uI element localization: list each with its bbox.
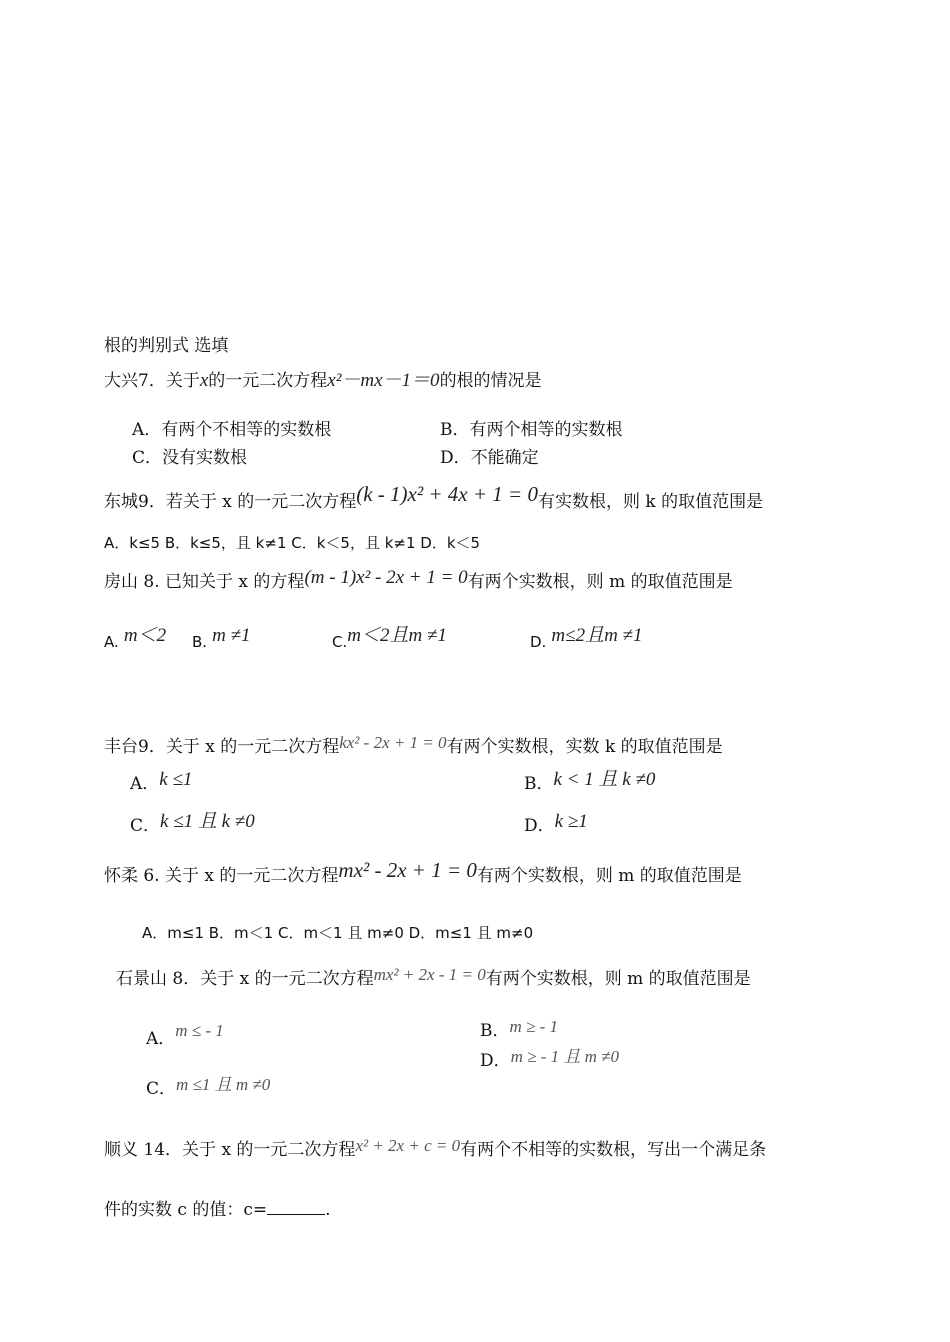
question-prefix: 顺义 14．关于 x 的一元二次方程 [104,1140,356,1160]
option-expr: k < 1 且 k ≠0 [553,769,656,790]
option-b [480,1017,559,1041]
question-prefix: 东城9．若关于 x 的一元二次方程 [104,492,357,512]
option-letter: A． [146,1029,176,1049]
option-a: A．有两个不相等的实数根 [132,420,332,440]
equation: x² + 2x + c = 0 [355,1136,461,1155]
option-expr: k ≤1 且 k ≠0 [160,811,255,832]
option-expr: m ≥ - 1 且 m ≠0 [510,1047,620,1066]
variable: x [199,370,209,391]
option-letter: D. [530,633,547,651]
option-letter: A． [130,774,160,794]
question-shijingshan-8 [116,965,751,989]
equation: kx² - 2x + 1 = 0 [339,733,447,752]
question-mid: 的一元二次方程 [208,371,328,391]
answer-blank[interactable] [267,1200,325,1215]
option-a [146,1021,224,1049]
option-letter: B． [524,774,554,794]
option-letter: D． [480,1051,511,1071]
option-letter: B. [192,633,208,651]
fill-prompt: 件的实数 c 的值：c= [104,1200,268,1220]
option-expr: k ≤1 [159,769,193,790]
equation: mx² + 2x - 1 = 0 [373,965,486,984]
question-fangshan-8 [104,567,733,592]
section-heading: 根的判别式 选填 [104,336,229,356]
option-b [524,769,656,794]
option-expr: m＜2且m ≠1 [347,625,447,646]
question-prefix: 石景山 8．关于 x 的一元二次方程 [116,969,374,989]
question-prefix: 大兴7．关于 [104,371,200,391]
question-fengtai-9 [104,733,723,757]
options-line: A．m≤1 B．m＜1 C．m＜1 且 m≠0 D．m≤1 且 m≠0 [142,924,534,942]
option-c [332,625,447,651]
option-d [524,811,588,836]
option-expr: m ≠1 [212,625,251,646]
equation: x²－mx－1＝0 [327,370,440,391]
option-c [130,811,255,836]
option-letter: D． [524,816,555,836]
question-suffix: 的根的情况是 [439,371,542,391]
option-d [530,625,643,651]
option-expr: m ≤ - 1 [175,1021,224,1040]
option-a [130,769,193,794]
option-letter: B． [480,1021,510,1041]
question-suffix: 有两个实数根，实数 k 的取值范围是 [446,737,723,757]
question-suffix: 有两个实数根，则 m 的取值范围是 [476,866,742,886]
option-expr: k ≥1 [554,811,588,832]
question-daxing-7 [104,371,542,390]
question-prefix: 怀柔 6. 关于 x 的一元二次方程 [104,866,339,886]
question-prefix: 丰台9．关于 x 的一元二次方程 [104,737,340,757]
question-suffix: 有两个实数根，则 m 的取值范围是 [485,969,751,989]
equation: (k - 1)x² + 4x + 1 = 0 [356,482,538,506]
equation: (m - 1)x² - 2x + 1 = 0 [304,567,468,588]
option-d: D．不能确定 [440,448,539,468]
question-suffix: 有实数根，则 k 的取值范围是 [537,492,764,512]
option-expr: m＜2 [123,625,167,646]
option-b [192,625,251,651]
option-expr: m ≤1 且 m ≠0 [176,1075,271,1094]
question-suffix: 有两个不相等的实数根，写出一个满足条 [460,1140,767,1160]
option-b: B．有两个相等的实数根 [440,420,623,440]
option-letter: A. [104,633,119,651]
question-shunyi-14 [104,1136,767,1160]
option-letter: C. [332,633,348,651]
option-letter: C． [130,816,161,836]
option-expr: m ≥ - 1 [509,1017,559,1036]
period: . [325,1200,331,1220]
option-letter: C． [146,1079,177,1099]
option-expr: m≤2且m ≠1 [551,625,643,646]
question-prefix: 房山 8. 已知关于 x 的方程 [104,572,305,592]
option-d [480,1047,620,1071]
option-c [146,1075,271,1099]
question-huairou-6 [104,858,742,886]
options-line: A．k≤5 B．k≤5，且 k≠1 C．k＜5，且 k≠1 D．k＜5 [104,534,481,552]
question-suffix: 有两个实数根，则 m 的取值范围是 [467,572,733,592]
question-dongcheng-9 [104,482,764,512]
option-a [104,625,167,651]
option-c: C．没有实数根 [132,448,248,468]
equation: mx² - 2x + 1 = 0 [338,858,477,882]
question-line-2 [104,1200,331,1219]
